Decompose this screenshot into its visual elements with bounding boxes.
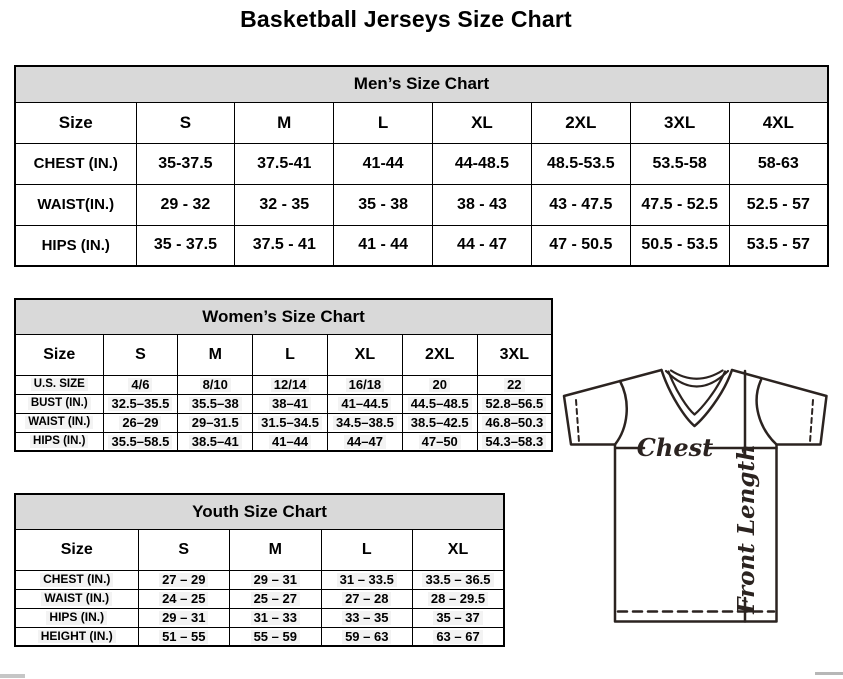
cell-text: 41–44.5 [338, 397, 391, 411]
mens-row-label: CHEST (IN.) [15, 143, 136, 184]
table-row [15, 432, 552, 451]
mens-column-header: M [235, 102, 334, 143]
table-cell [230, 627, 322, 646]
table-cell [178, 413, 253, 432]
cell-text: 34.5–38.5 [333, 416, 397, 430]
cell-text: 33 – 35 [342, 611, 391, 625]
table-cell [253, 394, 328, 413]
row-label-text: HIPS (IN.) [46, 611, 107, 624]
table-cell [178, 394, 253, 413]
table-cell [321, 627, 413, 646]
womens-column-header: 2XL [402, 334, 477, 375]
table-cell [178, 432, 253, 451]
youth-row-label [15, 570, 138, 589]
row-label-text: HIPS (IN.) [30, 435, 88, 448]
cell-text: 26–29 [119, 416, 161, 430]
cell-text: 12/14 [271, 378, 310, 392]
scrollbar-fragment-left[interactable] [0, 674, 25, 678]
jersey-outline [564, 370, 827, 622]
womens-row-label [15, 394, 103, 413]
womens-column-header: 3XL [477, 334, 552, 375]
womens-column-header: S [103, 334, 178, 375]
youth-row-label [15, 627, 138, 646]
cell-text: 31 – 33.5 [337, 573, 397, 587]
table-cell: 29 - 32 [136, 184, 235, 225]
cell-text: 52.8–56.5 [482, 397, 546, 411]
table-cell: 47 - 50.5 [531, 225, 630, 266]
cell-text: 44.5–48.5 [408, 397, 472, 411]
womens-column-header: M [178, 334, 253, 375]
table-cell [477, 375, 552, 394]
table-cell [413, 570, 505, 589]
table-cell [402, 413, 477, 432]
table-cell [321, 570, 413, 589]
cell-text: 51 – 55 [159, 630, 208, 644]
table-row [15, 394, 552, 413]
table-cell: 38 - 43 [433, 184, 532, 225]
mens-size-chart-table [14, 65, 829, 267]
womens-size-chart-table [14, 298, 553, 452]
cell-text: 63 – 67 [433, 630, 482, 644]
mens-table-title: Men’s Size Chart [15, 66, 828, 102]
table-cell [253, 375, 328, 394]
cell-text: 27 – 28 [342, 592, 391, 606]
table-cell [321, 608, 413, 627]
table-cell: 35 - 37.5 [136, 225, 235, 266]
table-cell [138, 570, 230, 589]
table-cell [413, 627, 505, 646]
table-cell [103, 413, 178, 432]
table-cell [138, 589, 230, 608]
cell-text: 38–41 [269, 397, 311, 411]
table-row [15, 589, 504, 608]
cell-text: 38.5–42.5 [408, 416, 472, 430]
table-cell [402, 375, 477, 394]
youth-column-header: S [138, 529, 230, 570]
mens-column-header: 3XL [630, 102, 729, 143]
cell-text: 41–44 [269, 435, 311, 449]
table-row [15, 608, 504, 627]
table-cell: 32 - 35 [235, 184, 334, 225]
table-cell: 41-44 [334, 143, 433, 184]
cell-text: 29 – 31 [159, 611, 208, 625]
cell-text: 20 [429, 378, 449, 392]
youth-column-header: L [321, 529, 413, 570]
table-cell [402, 432, 477, 451]
table-cell: 58-63 [729, 143, 828, 184]
cell-text: 29 – 31 [251, 573, 300, 587]
mens-size-header: Size [15, 102, 136, 143]
youth-size-header: Size [15, 529, 138, 570]
womens-row-label [15, 432, 103, 451]
table-cell [413, 608, 505, 627]
cell-text: 16/18 [346, 378, 385, 392]
table-cell [178, 375, 253, 394]
youth-row-label [15, 589, 138, 608]
womens-row-label [15, 413, 103, 432]
cell-text: 27 – 29 [159, 573, 208, 587]
cell-text: 44–47 [344, 435, 386, 449]
table-row [15, 627, 504, 646]
page-title: Basketball Jerseys Size Chart [240, 6, 572, 32]
cell-text: 35.5–58.5 [108, 435, 172, 449]
cell-text: 31 – 33 [251, 611, 300, 625]
womens-row-label [15, 375, 103, 394]
table-cell [138, 608, 230, 627]
cell-text: 32.5–35.5 [108, 397, 172, 411]
chest-label: Chest [636, 433, 714, 462]
row-label-text: WAIST (IN.) [25, 416, 93, 429]
womens-column-header: L [253, 334, 328, 375]
cell-text: 4/6 [128, 378, 152, 392]
row-label-text: HEIGHT (IN.) [38, 630, 116, 643]
table-cell: 37.5 - 41 [235, 225, 334, 266]
table-cell: 53.5 - 57 [729, 225, 828, 266]
youth-row-label [15, 608, 138, 627]
table-cell: 48.5-53.5 [531, 143, 630, 184]
cell-text: 47–50 [419, 435, 461, 449]
cell-text: 31.5–34.5 [258, 416, 322, 430]
table-cell [230, 570, 322, 589]
table-row [15, 413, 552, 432]
table-cell: 37.5-41 [235, 143, 334, 184]
table-cell: 53.5-58 [630, 143, 729, 184]
mens-column-header: XL [433, 102, 532, 143]
mens-row-label: WAIST(IN.) [15, 184, 136, 225]
table-cell: 52.5 - 57 [729, 184, 828, 225]
cell-text: 38.5–41 [189, 435, 242, 449]
table-cell [321, 589, 413, 608]
cell-text: 25 – 27 [251, 592, 300, 606]
table-cell [253, 413, 328, 432]
table-cell [253, 432, 328, 451]
table-cell [402, 394, 477, 413]
mens-column-header: 4XL [729, 102, 828, 143]
table-cell [138, 627, 230, 646]
table-row [15, 225, 828, 266]
cell-text: 46.8–50.3 [482, 416, 546, 430]
cell-text: 29–31.5 [189, 416, 242, 430]
table-cell: 35-37.5 [136, 143, 235, 184]
table-row [15, 184, 828, 225]
jersey-measurement-diagram [553, 358, 843, 633]
cell-text: 24 – 25 [159, 592, 208, 606]
scrollbar-fragment-right[interactable] [815, 672, 843, 675]
table-cell [477, 432, 552, 451]
table-cell [103, 394, 178, 413]
row-label-text: CHEST (IN.) [40, 573, 113, 586]
table-cell [103, 432, 178, 451]
table-cell [327, 432, 402, 451]
cell-text: 33.5 – 36.5 [422, 573, 493, 587]
table-cell [103, 375, 178, 394]
table-row [15, 143, 828, 184]
youth-size-chart-table [14, 493, 505, 647]
table-cell [327, 375, 402, 394]
table-cell [327, 394, 402, 413]
table-cell [477, 394, 552, 413]
cell-text: 35.5–38 [189, 397, 242, 411]
cell-text: 55 – 59 [251, 630, 300, 644]
youth-column-header: XL [413, 529, 505, 570]
table-cell: 43 - 47.5 [531, 184, 630, 225]
table-cell: 41 - 44 [334, 225, 433, 266]
table-cell: 47.5 - 52.5 [630, 184, 729, 225]
table-cell: 50.5 - 53.5 [630, 225, 729, 266]
table-cell [413, 589, 505, 608]
womens-column-header: XL [327, 334, 402, 375]
table-cell [230, 589, 322, 608]
cell-text: 35 – 37 [433, 611, 482, 625]
cell-text: 28 – 29.5 [428, 592, 488, 606]
youth-column-header: M [230, 529, 322, 570]
table-cell [327, 413, 402, 432]
table-cell [477, 413, 552, 432]
womens-size-header: Size [15, 334, 103, 375]
table-cell: 44-48.5 [433, 143, 532, 184]
mens-column-header: L [334, 102, 433, 143]
row-label-text: BUST (IN.) [28, 397, 91, 410]
table-cell [230, 608, 322, 627]
cell-text: 8/10 [200, 378, 231, 392]
cell-text: 22 [504, 378, 524, 392]
table-cell: 35 - 38 [334, 184, 433, 225]
row-label-text: WAIST (IN.) [41, 592, 112, 605]
mens-column-header: 2XL [531, 102, 630, 143]
mens-row-label: HIPS (IN.) [15, 225, 136, 266]
womens-table-title: Women’s Size Chart [15, 299, 552, 334]
row-label-text: U.S. SIZE [31, 378, 88, 391]
cell-text: 54.3–58.3 [482, 435, 546, 449]
front-length-label: Front Length [733, 444, 760, 614]
cell-text: 59 – 63 [342, 630, 391, 644]
table-cell: 44 - 47 [433, 225, 532, 266]
mens-column-header: S [136, 102, 235, 143]
youth-table-title: Youth Size Chart [15, 494, 504, 529]
table-row [15, 375, 552, 394]
table-row [15, 570, 504, 589]
